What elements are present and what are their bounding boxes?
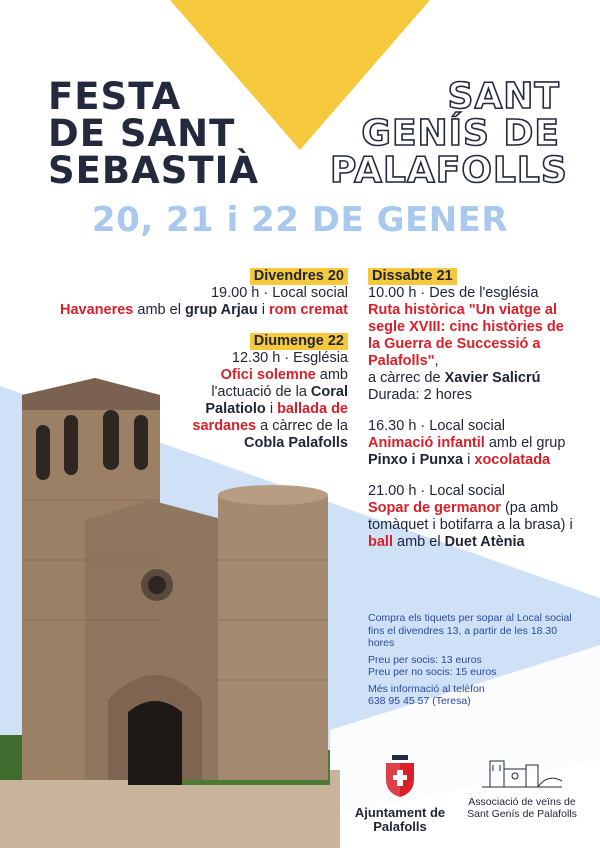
sunday-day-label: Diumenge 22 [250, 333, 348, 350]
friday-text-2: i [257, 302, 270, 318]
associacio-logo [462, 755, 582, 820]
sunday-cobla: Cobla Palafolls [244, 435, 348, 451]
place-title-line-2: GENÍS DE [361, 113, 560, 154]
sunday-coral: Coral Palatiolo [205, 384, 348, 417]
saturday-e1-route-title: Ruta històrica "Un viatge al segle XVIII: cinc històries de la Guerra de Successió a Palafolls" [368, 302, 564, 369]
saturday-e1-guide-label: a càrrec de [368, 370, 445, 386]
saturday-e3-sopar: Sopar de germanor [368, 500, 501, 516]
event-dates: 20, 21 i 22 DE GENER [91, 200, 509, 240]
event-title-line-2: DE SANT [48, 112, 236, 155]
place-title-line-3: PALAFOLLS [330, 150, 568, 191]
saturday-e2-time-place: 16.30 h · Local social [368, 418, 506, 434]
event-title [48, 75, 260, 192]
associacio-name: Associació de veïns de Sant Genís de Palafolls [467, 796, 577, 820]
ajuntament-logo [350, 755, 450, 834]
price-members: Preu per socis: 13 euros [368, 653, 482, 666]
sunday-time-place: 12.30 h · Església [231, 350, 348, 366]
saturday-e2-xocolatada: xocolatada [474, 452, 551, 468]
tickets-info: Compra els tiquets per sopar al Local social fins el divendres 13, a partir de les 18.30 hores [368, 612, 572, 649]
ajuntament-emblem-icon [380, 755, 420, 797]
sunday-text-2: i [265, 401, 278, 417]
saturday-event-3 [368, 483, 578, 551]
saturday-e3-duet: Duet Atènia [444, 534, 525, 550]
saturday-e2-animacio: Animació infantil [368, 435, 485, 451]
sunday-text-3: a càrrec de la [256, 418, 348, 434]
saturday-e1-time-place: 10.00 h · Des de l'església [368, 285, 539, 301]
price-non-members: Preu per no socis: 15 euros [368, 666, 497, 678]
program-left-column [30, 268, 348, 452]
friday-group: grup Arjau [184, 302, 258, 318]
saturday-e3-text-1: (pa amb tomàquet i botifarra a la brasa) i [368, 500, 573, 533]
place-title-line-1: SANT [447, 76, 560, 117]
friday-rom: rom cremat [269, 302, 348, 318]
sunday-description [30, 367, 348, 452]
saturday-e3-text-2: amb el [392, 534, 445, 550]
saturday-e3-time-place: 21.00 h · Local social [368, 483, 506, 499]
sunday-sardanes: ballada de sardanes [192, 401, 348, 434]
saturday-e1-guide-name: Xavier Salicrú [444, 370, 541, 386]
saturday-e3-description [368, 500, 578, 551]
ajuntament-name: Ajuntament de Palafolls [354, 805, 446, 834]
event-title-line-3: SEBASTIÀ [48, 149, 260, 192]
phone-number: 638 95 45 57 (Teresa) [368, 695, 471, 707]
place-title [330, 76, 568, 191]
saturday-event-2 [368, 418, 578, 469]
ticket-notes [368, 612, 578, 712]
sunday-text-1: amb l'actuació de la [211, 367, 348, 400]
church-sketch-icon [482, 755, 562, 789]
sunday-section [30, 333, 348, 452]
program-right-column [368, 268, 578, 551]
saturday-e1-route [368, 302, 578, 370]
more-info: Més informació al telèfon [368, 682, 485, 695]
event-title-line-1: FESTA [48, 75, 182, 118]
saturday-day-label: Dissabte 21 [368, 268, 457, 285]
sunday-ofici: Ofici solemne [220, 367, 316, 383]
friday-havaneres: Havaneres [60, 302, 134, 318]
saturday-e2-text-2: i [463, 452, 475, 468]
saturday-e2-text-1: amb el grup [484, 435, 566, 451]
saturday-e1-comma: , [434, 353, 439, 369]
saturday-e3-ball: ball [368, 534, 393, 550]
saturday-e1-duration: Durada: 2 hores [368, 387, 472, 403]
friday-section [30, 268, 348, 319]
saturday-e1-guide [368, 370, 578, 387]
saturday-e2-description [368, 435, 578, 469]
saturday-e2-group: Pinxo i Punxa [368, 452, 464, 468]
friday-text-1: amb el [133, 302, 185, 318]
saturday-event-1 [368, 285, 578, 404]
friday-time-place: 19.00 h · Local social [210, 285, 348, 301]
friday-day-label: Divendres 20 [250, 268, 348, 285]
friday-description [30, 302, 348, 319]
